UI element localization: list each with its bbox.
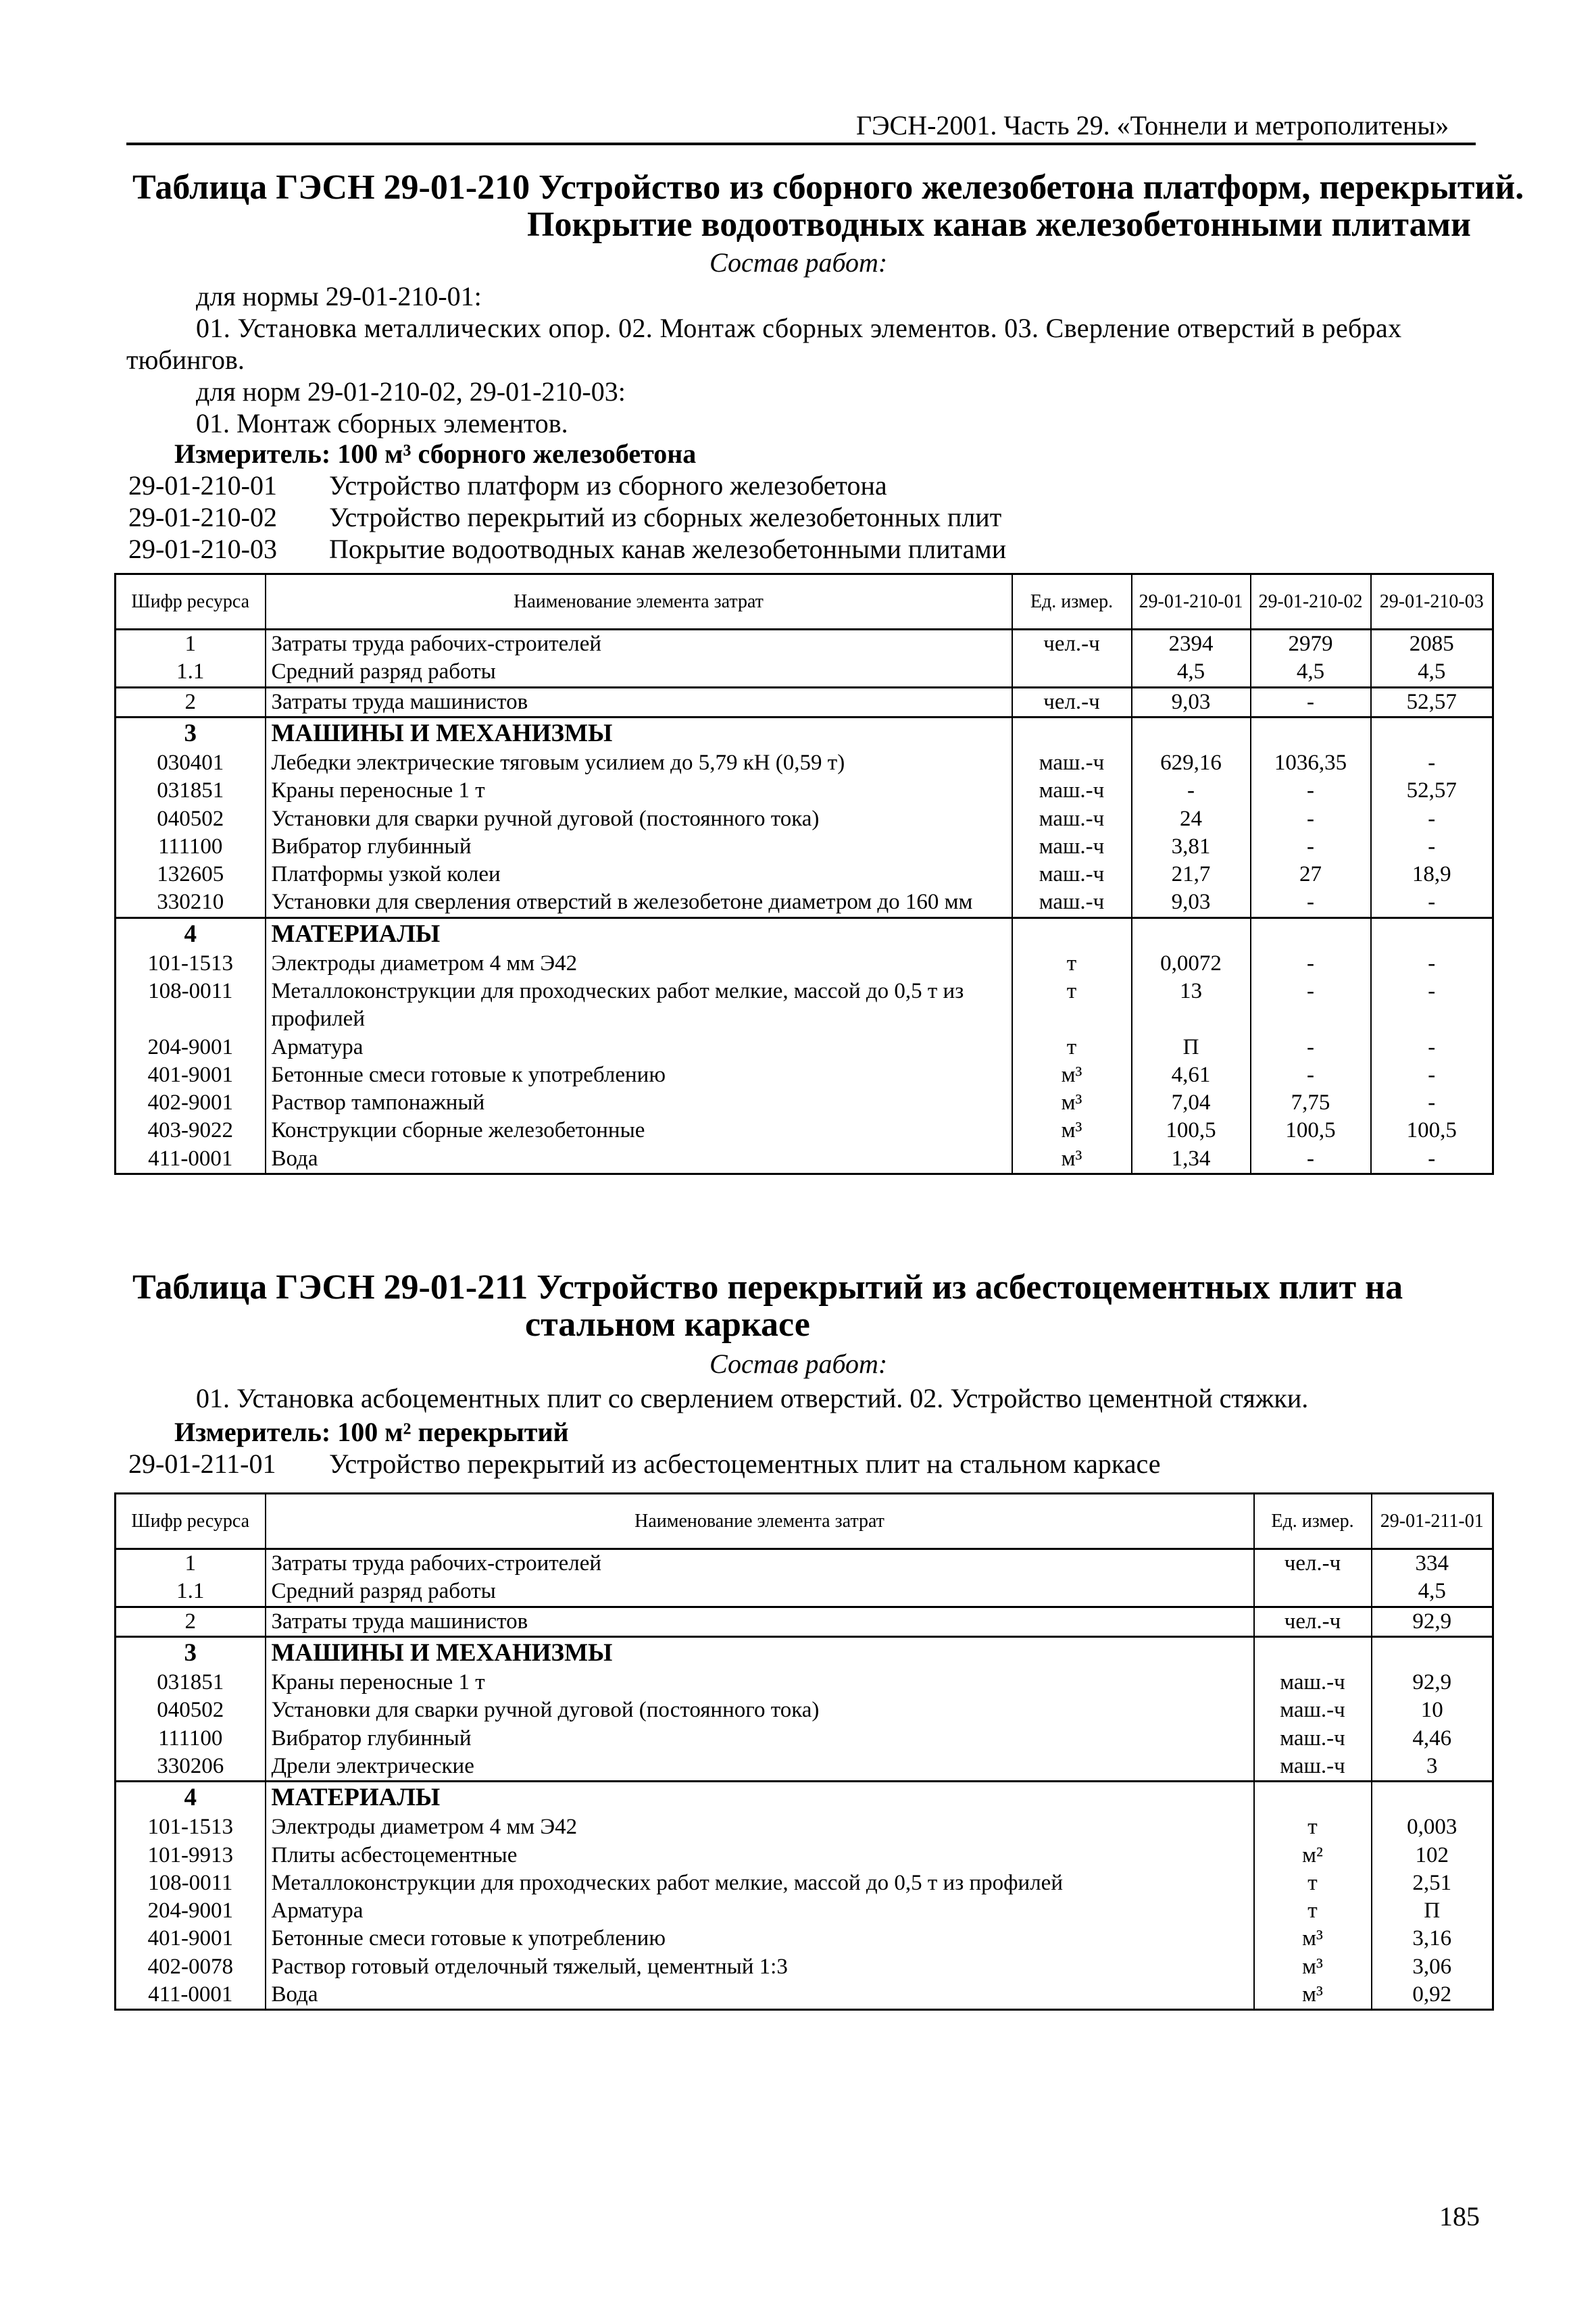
resource-row <box>116 861 1493 888</box>
resource-code: 4 <box>116 917 266 950</box>
cost-element-name: Краны переносные 1 т <box>266 777 1012 805</box>
table1-norm-code: 29-01-210-03 <box>128 534 277 564</box>
table1-work-line: для нормы 29-01-210-01: <box>196 281 482 311</box>
resource-row <box>116 630 1493 659</box>
norm-value-1: 0,92 <box>1372 1981 1493 2010</box>
resource-code: 040502 <box>116 805 266 833</box>
unit-of-measure: м³ <box>1012 1061 1132 1089</box>
resource-code: 111100 <box>116 1725 266 1753</box>
unit-of-measure: маш.-ч <box>1254 1696 1372 1724</box>
cost-element-name: Вода <box>266 1145 1012 1174</box>
norm-value-1: 4,46 <box>1372 1725 1493 1753</box>
resource-code: 401-9001 <box>116 1061 266 1089</box>
header-norm-02: 29-01-210-02 <box>1251 574 1371 630</box>
table1-norm-name: Покрытие водоотводных канав железобетонными плитами <box>329 534 1007 564</box>
norm-value-1: 4,5 <box>1132 658 1251 687</box>
norm-value-2: - <box>1251 687 1371 717</box>
cost-element-name: Платформы узкой колеи <box>266 861 1012 888</box>
norm-value-1: 92,9 <box>1372 1607 1493 1636</box>
norm-value-2: - <box>1251 1061 1371 1089</box>
norm-value-2 <box>1251 917 1371 950</box>
unit-of-measure <box>1012 658 1132 687</box>
resource-code: 3 <box>116 717 266 749</box>
running-header: ГЭСН-2001. Часть 29. «Тоннели и метрополитены» <box>856 110 1449 141</box>
cost-element-name: Затраты труда рабочих-строителей <box>266 1549 1254 1578</box>
resource-row <box>116 658 1493 687</box>
resource-code: 108-0011 <box>116 978 266 1034</box>
table1-title-line2: Покрытие водоотводных канав железобетонными плитами <box>527 205 1471 244</box>
unit-of-measure: м³ <box>1012 1089 1132 1117</box>
norm-value-3: - <box>1371 749 1493 777</box>
resource-code: 4 <box>116 1782 266 1814</box>
header-rule <box>126 143 1476 145</box>
table1-measure: Измеритель: 100 м³ сборного железобетона <box>174 438 697 469</box>
norm-value-1: 3,06 <box>1372 1953 1493 1981</box>
norm-value-3: - <box>1371 978 1493 1034</box>
norm-value-3: - <box>1371 950 1493 978</box>
norm-value-3: 4,5 <box>1371 658 1493 687</box>
cost-element-name: Металлоконструкции для проходческих работ мелкие, массой до 0,5 т из профилей <box>266 978 1012 1034</box>
resource-row <box>116 805 1493 833</box>
norm-value-2: 2979 <box>1251 630 1371 659</box>
unit-of-measure <box>1254 1636 1372 1669</box>
unit-of-measure: чел.-ч <box>1254 1607 1372 1636</box>
resource-row <box>116 749 1493 777</box>
norm-value-3: - <box>1371 1061 1493 1089</box>
resource-code: 101-1513 <box>116 950 266 978</box>
table1-work-composition-label: Состав работ: <box>709 247 888 278</box>
unit-of-measure: маш.-ч <box>1254 1753 1372 1782</box>
cost-element-name: Затраты труда машинистов <box>266 687 1012 717</box>
unit-of-measure: м³ <box>1254 1981 1372 2010</box>
header-cost-element: Наименование элемента затрат <box>266 1494 1254 1549</box>
resource-row <box>116 1696 1493 1724</box>
norm-value-1: 9,03 <box>1132 687 1251 717</box>
unit-of-measure: м³ <box>1012 1145 1132 1174</box>
resource-row <box>116 1925 1493 1953</box>
norm-value-2: 1036,35 <box>1251 749 1371 777</box>
cost-element-name: Средний разряд работы <box>266 658 1012 687</box>
resource-row <box>116 950 1493 978</box>
section-title: МАШИНЫ И МЕХАНИЗМЫ <box>266 717 1012 749</box>
unit-of-measure <box>1254 1782 1372 1814</box>
header-unit: Ед. измер. <box>1012 574 1132 630</box>
resource-row <box>116 1549 1493 1578</box>
table2-work-composition-label: Состав работ: <box>709 1349 888 1379</box>
resource-code: 3 <box>116 1636 266 1669</box>
cost-element-name: Конструкции сборные железобетонные <box>266 1117 1012 1145</box>
cost-element-name: Раствор готовый отделочный тяжелый, цементный 1:3 <box>266 1953 1254 1981</box>
cost-element-name: Вода <box>266 1981 1254 2010</box>
section-title: МАТЕРИАЛЫ <box>266 917 1012 950</box>
norm-value-2: - <box>1251 777 1371 805</box>
norm-value-1: 3,81 <box>1132 833 1251 861</box>
table2-title-line1: Таблица ГЭСН 29-01-211 Устройство перекрытий из асбестоцементных плит на <box>132 1268 1403 1307</box>
table1-work-line: 01. Монтаж сборных элементов. <box>196 408 568 438</box>
norm-value-3 <box>1371 917 1493 950</box>
unit-of-measure: маш.-ч <box>1254 1725 1372 1753</box>
norm-value-2: - <box>1251 888 1371 917</box>
header-resource-code: Шифр ресурса <box>116 1494 266 1549</box>
norm-value-1: 7,04 <box>1132 1089 1251 1117</box>
resource-row <box>116 1842 1493 1869</box>
resource-code: 2 <box>116 687 266 717</box>
norm-value-1: 92,9 <box>1372 1669 1493 1696</box>
resource-code: 204-9001 <box>116 1897 266 1925</box>
norm-value-1: 24 <box>1132 805 1251 833</box>
norm-value-3: 52,57 <box>1371 687 1493 717</box>
resource-row <box>116 1897 1493 1925</box>
resource-row <box>116 1578 1493 1607</box>
cost-element-name: Вибратор глубинный <box>266 833 1012 861</box>
unit-of-measure: т <box>1254 1813 1372 1841</box>
resource-code: 411-0001 <box>116 1145 266 1174</box>
resource-row <box>116 1034 1493 1061</box>
resource-code: 101-9913 <box>116 1842 266 1869</box>
norm-value-1 <box>1132 917 1251 950</box>
norm-value-1: 100,5 <box>1132 1117 1251 1145</box>
unit-of-measure: т <box>1012 1034 1132 1061</box>
header-norm-01: 29-01-210-01 <box>1132 574 1251 630</box>
norm-value-3: - <box>1371 1034 1493 1061</box>
table2-norm-name: Устройство перекрытий из асбестоцементных плит на стальном каркасе <box>329 1449 1161 1479</box>
unit-of-measure: маш.-ч <box>1012 861 1132 888</box>
norm-value-1: 0,0072 <box>1132 950 1251 978</box>
norm-value-1: П <box>1372 1897 1493 1925</box>
norm-value-3: - <box>1371 805 1493 833</box>
norm-value-2: 7,75 <box>1251 1089 1371 1117</box>
norm-value-2: - <box>1251 1145 1371 1174</box>
resource-code: 403-9022 <box>116 1117 266 1145</box>
resource-row <box>116 1981 1493 2010</box>
resource-code: 111100 <box>116 833 266 861</box>
resource-row <box>116 1607 1493 1636</box>
resource-code: 1 <box>116 630 266 659</box>
table1-work-line: для норм 29-01-210-02, 29-01-210-03: <box>196 376 626 407</box>
section-row <box>116 1636 1493 1669</box>
cost-element-name: Установки для сварки ручной дуговой (постоянного тока) <box>266 1696 1254 1724</box>
norm-value-3 <box>1371 717 1493 749</box>
table2-work-line: 01. Установка асбоцементных плит со сверлением отверстий. 02. Устройство цементной стяжки. <box>196 1383 1309 1413</box>
cost-element-name: Электроды диаметром 4 мм Э42 <box>266 1813 1254 1841</box>
cost-element-name: Дрели электрические <box>266 1753 1254 1782</box>
resource-code: 330206 <box>116 1753 266 1782</box>
section-title: МАШИНЫ И МЕХАНИЗМЫ <box>266 1636 1254 1669</box>
resource-row <box>116 978 1493 1034</box>
header-unit: Ед. измер. <box>1254 1494 1372 1549</box>
cost-element-name: Лебедки электрические тяговым усилием до 5,79 кН (0,59 т) <box>266 749 1012 777</box>
unit-of-measure: м³ <box>1254 1953 1372 1981</box>
unit-of-measure <box>1254 1578 1372 1607</box>
resource-code: 108-0011 <box>116 1869 266 1897</box>
unit-of-measure: маш.-ч <box>1012 749 1132 777</box>
page-number: 185 <box>1439 2201 1480 2232</box>
resource-row <box>116 1061 1493 1089</box>
unit-of-measure: маш.-ч <box>1012 888 1132 917</box>
resource-row <box>116 1813 1493 1841</box>
unit-of-measure: м³ <box>1254 1925 1372 1953</box>
resource-row <box>116 1725 1493 1753</box>
norm-value-1: 13 <box>1132 978 1251 1034</box>
resource-code: 402-9001 <box>116 1089 266 1117</box>
norm-value-1: 4,61 <box>1132 1061 1251 1089</box>
norm-value-1 <box>1132 717 1251 749</box>
resource-code: 1.1 <box>116 658 266 687</box>
norm-value-2: - <box>1251 805 1371 833</box>
resource-code: 040502 <box>116 1696 266 1724</box>
cost-element-name: Металлоконструкции для проходческих работ мелкие, массой до 0,5 т из профилей <box>266 1869 1254 1897</box>
norm-value-3: - <box>1371 1089 1493 1117</box>
resource-code: 031851 <box>116 1669 266 1696</box>
resource-table-29-01-211 <box>114 1492 1494 2011</box>
norm-value-1: - <box>1132 777 1251 805</box>
norm-value-3: - <box>1371 1145 1493 1174</box>
unit-of-measure: маш.-ч <box>1012 805 1132 833</box>
cost-element-name: Затраты труда машинистов <box>266 1607 1254 1636</box>
cost-element-name: Раствор тампонажный <box>266 1089 1012 1117</box>
unit-of-measure: чел.-ч <box>1254 1549 1372 1578</box>
resource-code: 132605 <box>116 861 266 888</box>
norm-value-3: 52,57 <box>1371 777 1493 805</box>
resource-row <box>116 687 1493 717</box>
cost-element-name: Вибратор глубинный <box>266 1725 1254 1753</box>
resource-row <box>116 777 1493 805</box>
resource-table-29-01-210 <box>114 573 1494 1175</box>
resource-row <box>116 1145 1493 1174</box>
norm-value-3: 2085 <box>1371 630 1493 659</box>
cost-element-name: Средний разряд работы <box>266 1578 1254 1607</box>
table1-norm-code: 29-01-210-01 <box>128 470 277 501</box>
resource-code: 1 <box>116 1549 266 1578</box>
resource-code: 030401 <box>116 749 266 777</box>
table1-title-line1: Таблица ГЭСН 29-01-210 Устройство из сборного железобетона платформ, перекрытий. <box>132 168 1524 207</box>
norm-value-2: - <box>1251 950 1371 978</box>
table2-body <box>116 1549 1493 2010</box>
resource-code: 101-1513 <box>116 1813 266 1841</box>
norm-value-3: - <box>1371 833 1493 861</box>
norm-value-1: 9,03 <box>1132 888 1251 917</box>
unit-of-measure: маш.-ч <box>1254 1669 1372 1696</box>
header-cost-element: Наименование элемента затрат <box>266 574 1012 630</box>
unit-of-measure: т <box>1012 978 1132 1034</box>
table1-work-line: 01. Установка металлических опор. 02. Монтаж сборных элементов. 03. Сверление отверстий в ребрах <box>196 313 1402 343</box>
resource-row <box>116 888 1493 917</box>
section-title: МАТЕРИАЛЫ <box>266 1782 1254 1814</box>
table2-measure: Измеритель: 100 м² перекрытий <box>174 1417 569 1447</box>
unit-of-measure: м² <box>1254 1842 1372 1869</box>
resource-row <box>116 1869 1493 1897</box>
norm-value-1: 2394 <box>1132 630 1251 659</box>
resource-row <box>116 1089 1493 1117</box>
resource-code: 031851 <box>116 777 266 805</box>
resource-row <box>116 1753 1493 1782</box>
norm-value-1: 10 <box>1372 1696 1493 1724</box>
resource-row <box>116 833 1493 861</box>
table2-title-line2: стальном каркасе <box>525 1305 810 1344</box>
norm-value-2: - <box>1251 833 1371 861</box>
norm-value-1: 3,16 <box>1372 1925 1493 1953</box>
norm-value-1: 21,7 <box>1132 861 1251 888</box>
unit-of-measure: м³ <box>1012 1117 1132 1145</box>
section-row <box>116 717 1493 749</box>
resource-row <box>116 1669 1493 1696</box>
table1-norm-name: Устройство перекрытий из сборных железобетонных плит <box>329 502 1002 532</box>
norm-value-3: - <box>1371 888 1493 917</box>
norm-value-1: П <box>1132 1034 1251 1061</box>
norm-value-1 <box>1372 1636 1493 1669</box>
table2-norm-code: 29-01-211-01 <box>128 1449 276 1479</box>
norm-value-2: - <box>1251 1034 1371 1061</box>
resource-code: 204-9001 <box>116 1034 266 1061</box>
norm-value-1: 1,34 <box>1132 1145 1251 1174</box>
unit-of-measure: т <box>1012 950 1132 978</box>
resource-row <box>116 1117 1493 1145</box>
header-resource-code: Шифр ресурса <box>116 574 266 630</box>
norm-value-3: 100,5 <box>1371 1117 1493 1145</box>
norm-value-1: 102 <box>1372 1842 1493 1869</box>
norm-value-3: 18,9 <box>1371 861 1493 888</box>
cost-element-name: Бетонные смеси готовые к употреблению <box>266 1925 1254 1953</box>
resource-code: 402-0078 <box>116 1953 266 1981</box>
unit-of-measure: маш.-ч <box>1012 777 1132 805</box>
cost-element-name: Установки для сварки ручной дуговой (постоянного тока) <box>266 805 1012 833</box>
norm-value-2: 100,5 <box>1251 1117 1371 1145</box>
cost-element-name: Электроды диаметром 4 мм Э42 <box>266 950 1012 978</box>
cost-element-name: Арматура <box>266 1034 1012 1061</box>
table1-body <box>116 630 1493 1174</box>
unit-of-measure: чел.-ч <box>1012 687 1132 717</box>
cost-element-name: Арматура <box>266 1897 1254 1925</box>
norm-value-2: - <box>1251 978 1371 1034</box>
norm-value-1: 629,16 <box>1132 749 1251 777</box>
section-row <box>116 1782 1493 1814</box>
resource-code: 330210 <box>116 888 266 917</box>
table1-work-line: тюбингов. <box>126 345 245 375</box>
norm-value-1 <box>1372 1782 1493 1814</box>
norm-value-1: 4,5 <box>1372 1578 1493 1607</box>
table1-norm-code: 29-01-210-02 <box>128 502 277 532</box>
table1-norm-name: Устройство платформ из сборного железобетона <box>329 470 887 501</box>
cost-element-name: Плиты асбестоцементные <box>266 1842 1254 1869</box>
cost-element-name: Установки для сверления отверстий в железобетоне диаметром до 160 мм <box>266 888 1012 917</box>
cost-element-name: Бетонные смеси готовые к употреблению <box>266 1061 1012 1089</box>
unit-of-measure: т <box>1254 1869 1372 1897</box>
norm-value-2: 27 <box>1251 861 1371 888</box>
norm-value-1: 2,51 <box>1372 1869 1493 1897</box>
cost-element-name: Краны переносные 1 т <box>266 1669 1254 1696</box>
resource-row <box>116 1953 1493 1981</box>
unit-of-measure: чел.-ч <box>1012 630 1132 659</box>
norm-value-1: 334 <box>1372 1549 1493 1578</box>
resource-code: 401-9001 <box>116 1925 266 1953</box>
section-row <box>116 917 1493 950</box>
unit-of-measure: маш.-ч <box>1012 833 1132 861</box>
norm-value-1: 0,003 <box>1372 1813 1493 1841</box>
resource-code: 2 <box>116 1607 266 1636</box>
norm-value-1: 3 <box>1372 1753 1493 1782</box>
cost-element-name: Затраты труда рабочих-строителей <box>266 630 1012 659</box>
norm-value-2 <box>1251 717 1371 749</box>
resource-code: 1.1 <box>116 1578 266 1607</box>
header-norm-01: 29-01-211-01 <box>1372 1494 1493 1549</box>
header-norm-03: 29-01-210-03 <box>1371 574 1493 630</box>
norm-value-2: 4,5 <box>1251 658 1371 687</box>
unit-of-measure <box>1012 917 1132 950</box>
resource-code: 411-0001 <box>116 1981 266 2010</box>
unit-of-measure <box>1012 717 1132 749</box>
unit-of-measure: т <box>1254 1897 1372 1925</box>
